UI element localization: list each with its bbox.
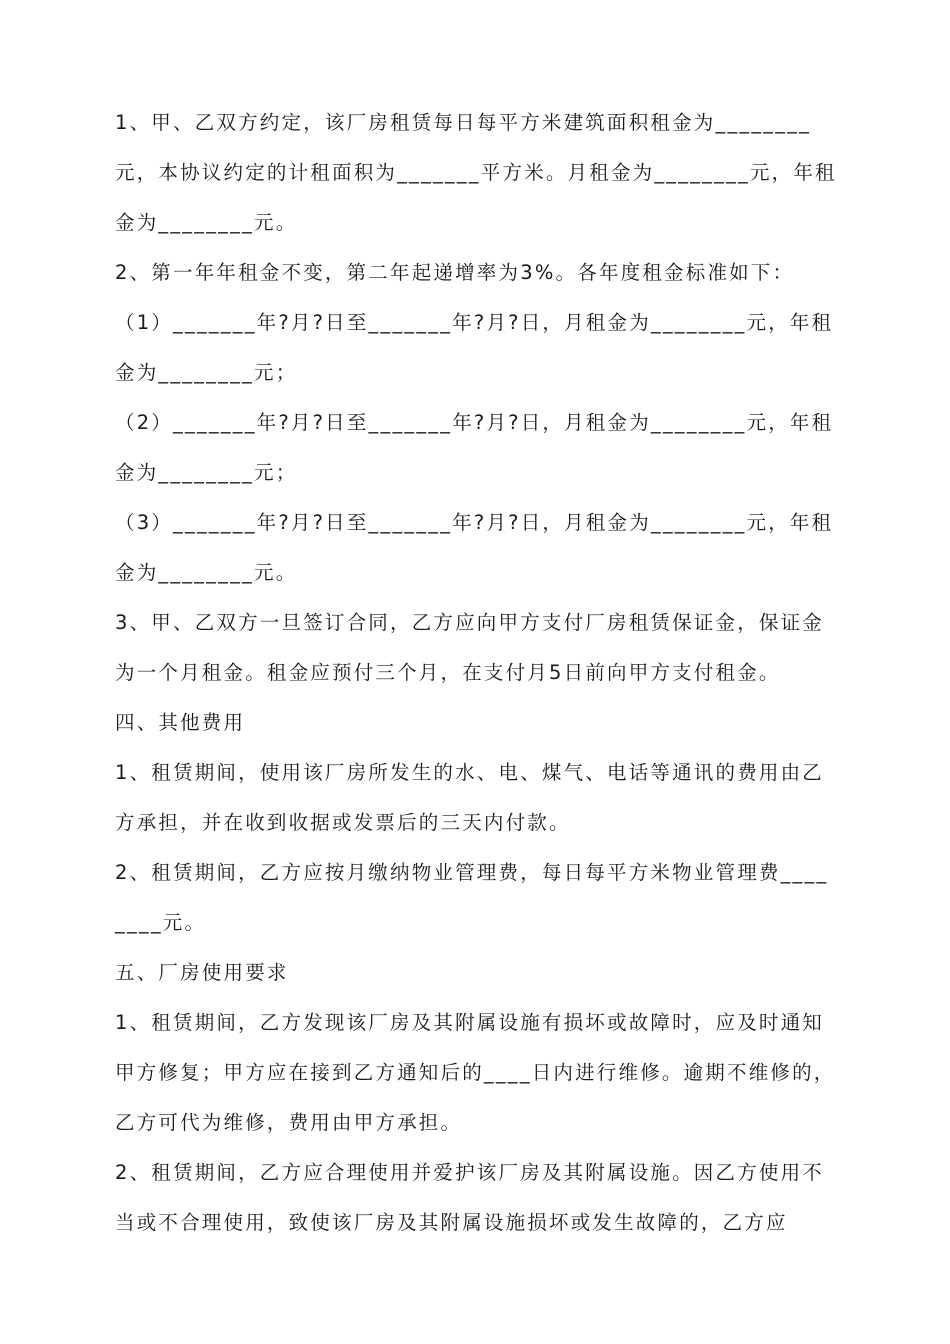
paragraph-repairs: 1、租赁期间，乙方发现该厂房及其附属设施有损坏或故障时，应及时通知甲方修复；甲方应在接到乙方通知后的____日内进行维修。逾期不维修的，乙方可代为维修，费用由甲方承担。 bbox=[115, 1011, 836, 1134]
document-body bbox=[115, 98, 837, 1248]
section-heading-usage-requirements: 五、厂房使用要求 bbox=[115, 961, 289, 984]
paragraph-deposit: 3、甲、乙双方一旦签订合同，乙方应向甲方支付厂房租赁保证金，保证金为一个月租金。租金应预付三个月，在支付月5日前向甲方支付租金。 bbox=[115, 611, 825, 684]
paragraph-rent-increase: 2、第一年年租金不变，第二年起递增率为3%。各年度租金标准如下： bbox=[115, 261, 795, 284]
paragraph-year-2: （2）_______年?月?日至_______年?月?日，月租金为________元，年租金为________元； bbox=[115, 411, 834, 484]
paragraph-utilities: 1、租赁期间，使用该厂房所发生的水、电、煤气、电话等通讯的费用由乙方承担，并在收到收据或发票后的三天内付款。 bbox=[115, 761, 825, 834]
paragraph-proper-use: 2、租赁期间，乙方应合理使用并爱护该厂房及其附属设施。因乙方使用不当或不合理使用，致使该厂房及其附属设施损坏或发生故障的，乙方应 bbox=[115, 1161, 825, 1234]
paragraph-rent-rate: 1、甲、乙双方约定，该厂房租赁每日每平方米建筑面积租金为________元，本协议约定的计租面积为_______平方米。月租金为________元，年租金为________元。 bbox=[115, 111, 837, 234]
paragraph-year-3: （3）_______年?月?日至_______年?月?日，月租金为________元，年租金为________元。 bbox=[115, 511, 834, 584]
paragraph-year-1: （1）_______年?月?日至_______年?月?日，月租金为________元，年租金为________元； bbox=[115, 311, 834, 384]
section-heading-other-fees: 四、其他费用 bbox=[115, 711, 246, 734]
paragraph-property-fee: 2、租赁期间，乙方应按月缴纳物业管理费，每日每平方米物业管理费________元。 bbox=[115, 861, 829, 934]
